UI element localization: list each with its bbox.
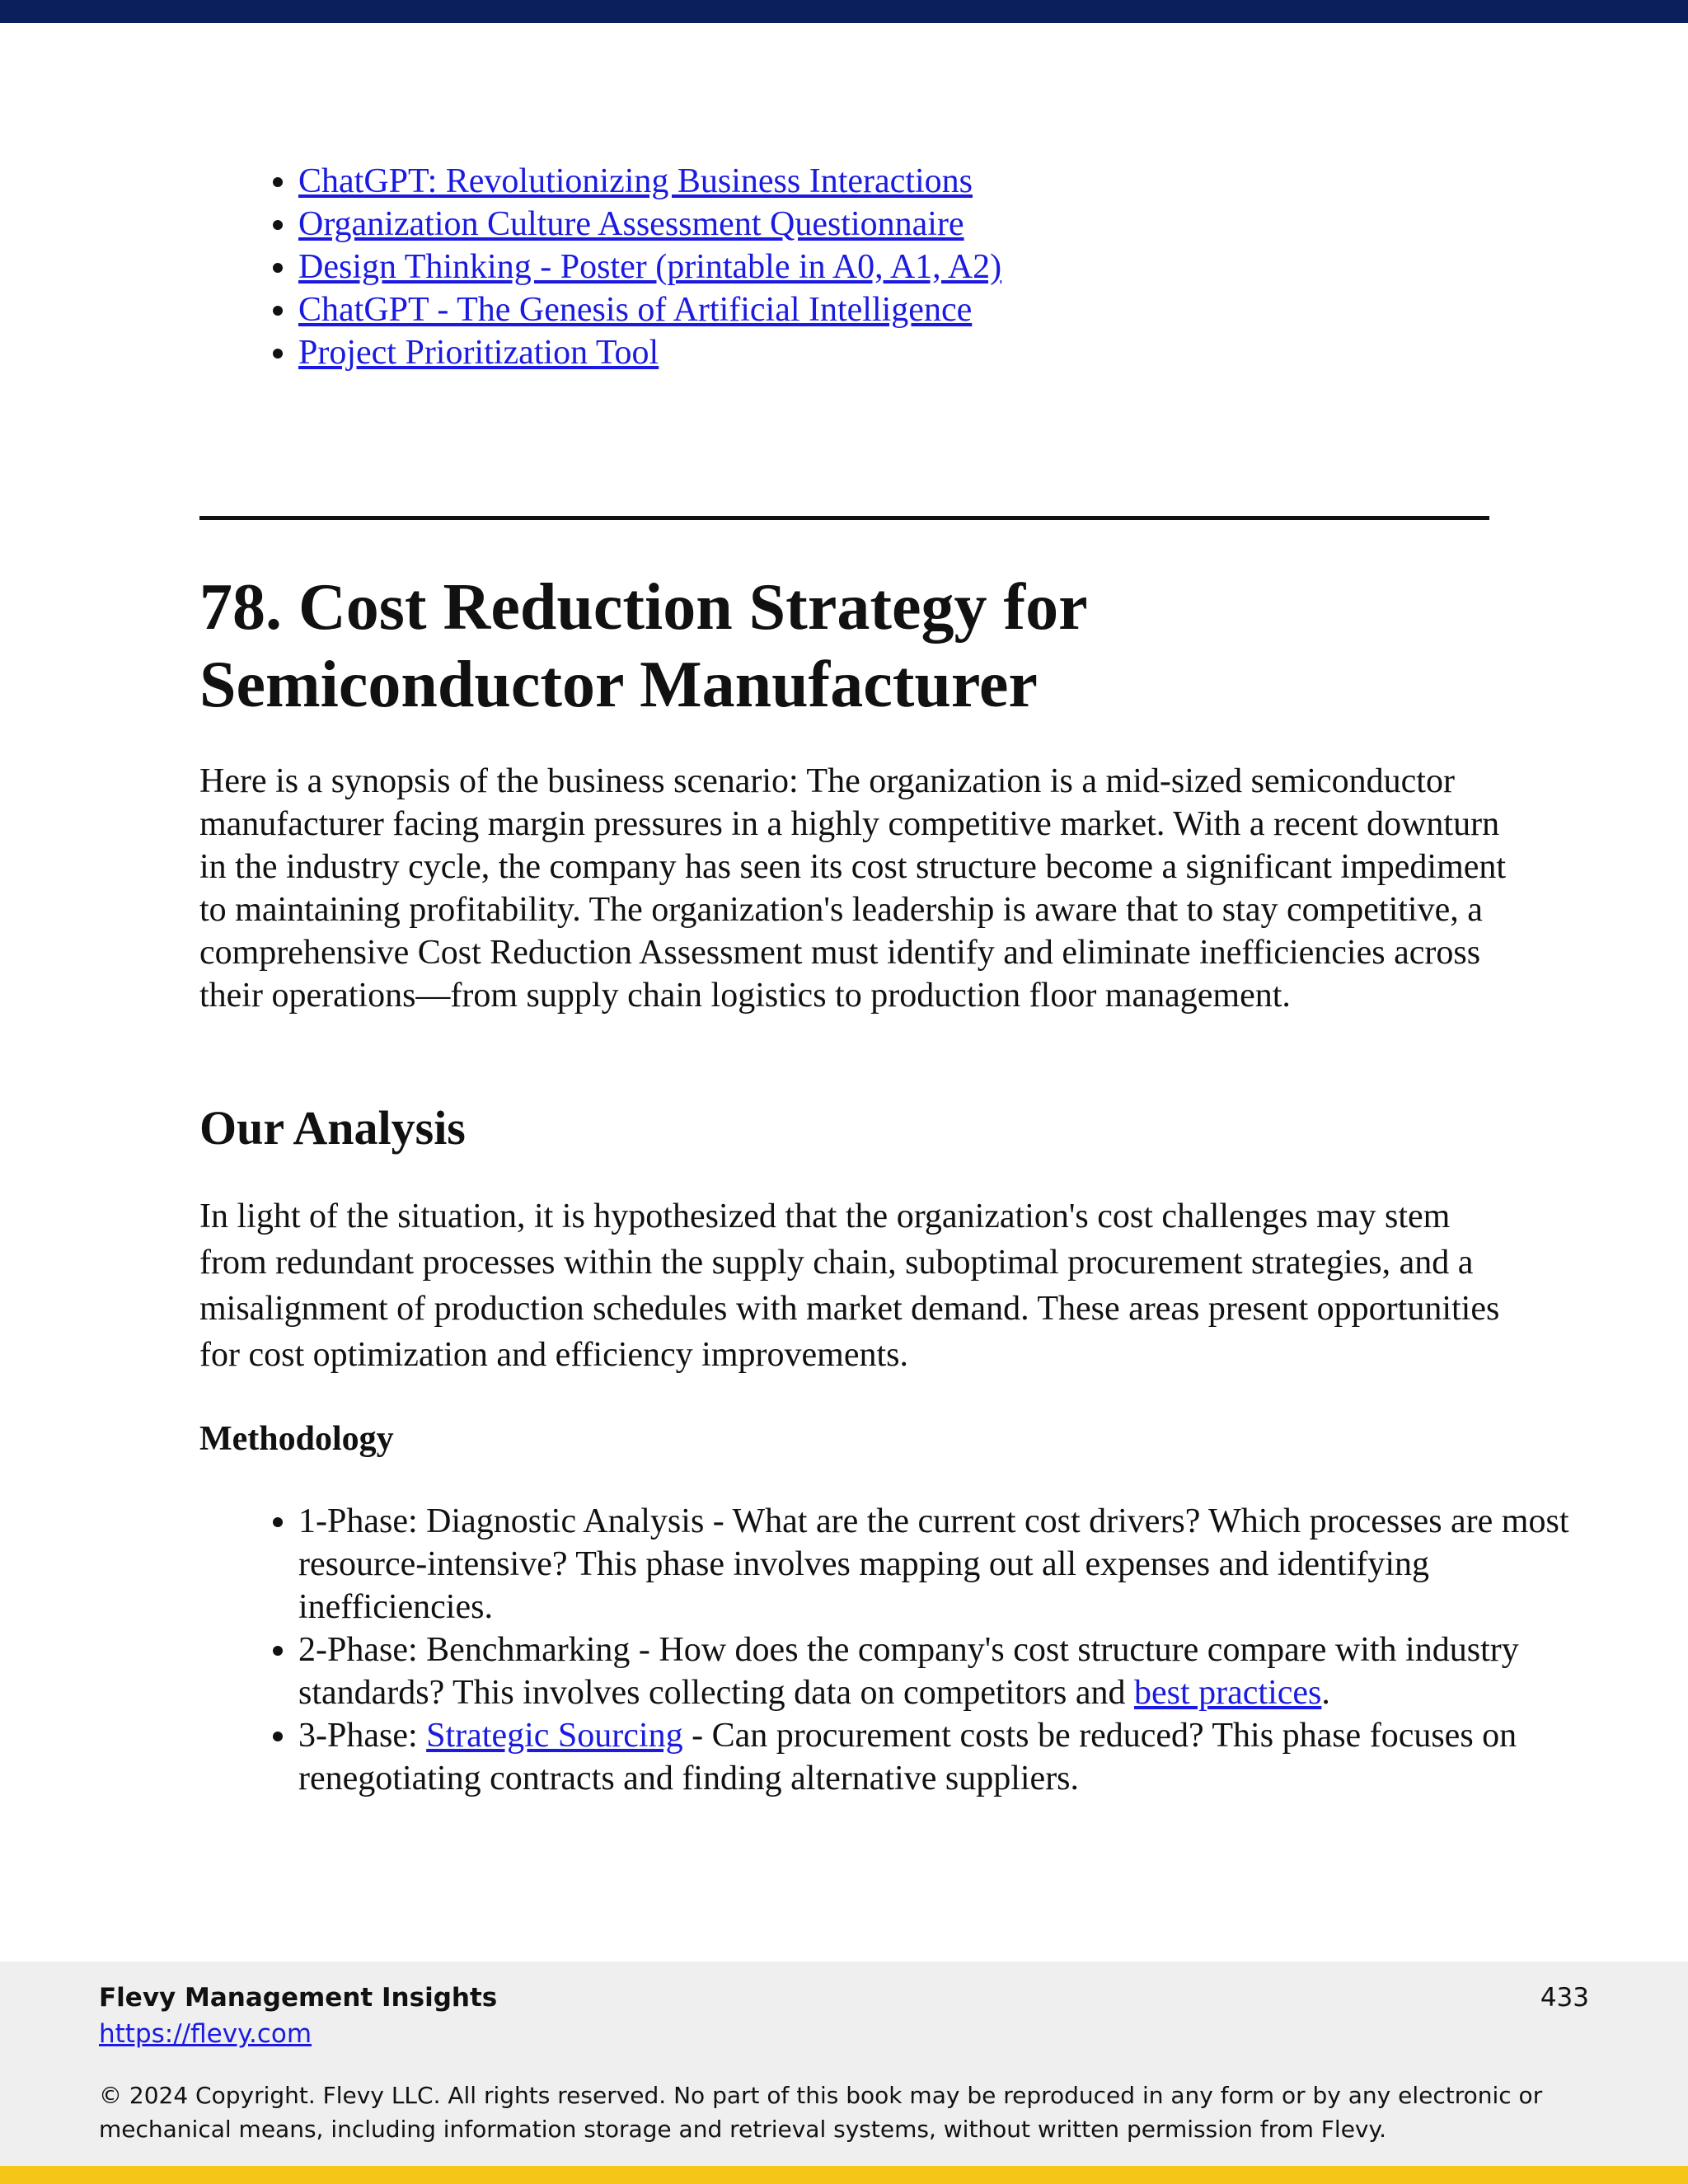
- list-item: [298, 288, 1584, 331]
- phase-3-text: - Can procurement costs be reduced? This phase focuses on renegotiating contracts and finding alternative suppliers.: [298, 1717, 1517, 1797]
- related-link[interactable]: Organization Culture Assessment Questionnaire: [298, 205, 964, 243]
- related-link[interactable]: Project Prioritization Tool: [298, 334, 659, 372]
- bottom-accent-bar: [0, 2166, 1688, 2184]
- list-item: [298, 331, 1584, 374]
- page-number: 433: [1540, 1983, 1589, 2013]
- best-practices-link[interactable]: best practices: [1134, 1674, 1322, 1712]
- analysis-paragraph: In light of the situation, it is hypothesized that the organization's cost challenges may stem from redundant processes within the supply chain, suboptimal procurement strategies, and a misalignment of production schedules with market demand. These areas present opportunities for cost optimization and efficiency improvements.: [199, 1197, 1500, 1374]
- methodology-heading: Methodology: [199, 1420, 394, 1458]
- footer-url-link[interactable]: https://flevy.com: [99, 2019, 312, 2049]
- methodology-list: [199, 1500, 1584, 1800]
- list-item-phase-2: [298, 1629, 1584, 1714]
- list-item: [298, 203, 1584, 246]
- section-divider: [199, 516, 1489, 520]
- top-header-bar: [0, 0, 1688, 23]
- list-item-phase-3: [298, 1714, 1584, 1800]
- page-footer: [0, 1961, 1688, 2166]
- copyright-notice: © 2024 Copyright. Flevy LLC. All rights reserved. No part of this book may be reproduced in any form or by any electronic or mechanical means, including information storage and retrieval systems, without written permission from Flevy.: [99, 2082, 1543, 2143]
- related-link[interactable]: ChatGPT - The Genesis of Artificial Intelligence: [298, 291, 973, 329]
- related-link[interactable]: ChatGPT: Revolutionizing Business Interactions: [298, 162, 973, 200]
- list-item: [298, 160, 1584, 203]
- phase-3-label: 3-Phase:: [298, 1717, 427, 1755]
- footer-brand: Flevy Management Insights: [99, 1983, 498, 2013]
- related-links-list: [199, 160, 1584, 374]
- phase-2-end: .: [1321, 1674, 1330, 1712]
- analysis-heading: Our Analysis: [199, 1101, 466, 1155]
- phase-1-text: 1-Phase: Diagnostic Analysis - What are the current cost drivers? Which processes are most resource-intensive? This phase involves mapping out all expenses and identifying inefficiencies.: [298, 1502, 1569, 1626]
- list-item: [298, 246, 1584, 288]
- phase-2-text: 2-Phase: Benchmarking - How does the company's cost structure compare with industry standards? This involves collecting data on competitors and: [298, 1631, 1519, 1712]
- article-title: 78. Cost Reduction Strategy for Semiconductor Manufacturer: [199, 571, 1087, 721]
- strategic-sourcing-link[interactable]: Strategic Sourcing: [426, 1717, 683, 1755]
- list-item-phase-1: [298, 1500, 1584, 1629]
- related-link[interactable]: Design Thinking - Poster (printable in A0, A1, A2): [298, 248, 1002, 286]
- synopsis-paragraph: Here is a synopsis of the business scenario: The organization is a mid-sized semiconductor manufacturer facing margin pressures in a highly competitive market. With a recent downturn in the industry cycle, the company has seen its cost structure become a significant impediment to maintaining profitability. The organization's leadership is aware that to stay competitive, a comprehensive Cost Reduction Assessment must identify and eliminate inefficiencies across their operations—from supply chain logistics to production floor management.: [199, 762, 1507, 1015]
